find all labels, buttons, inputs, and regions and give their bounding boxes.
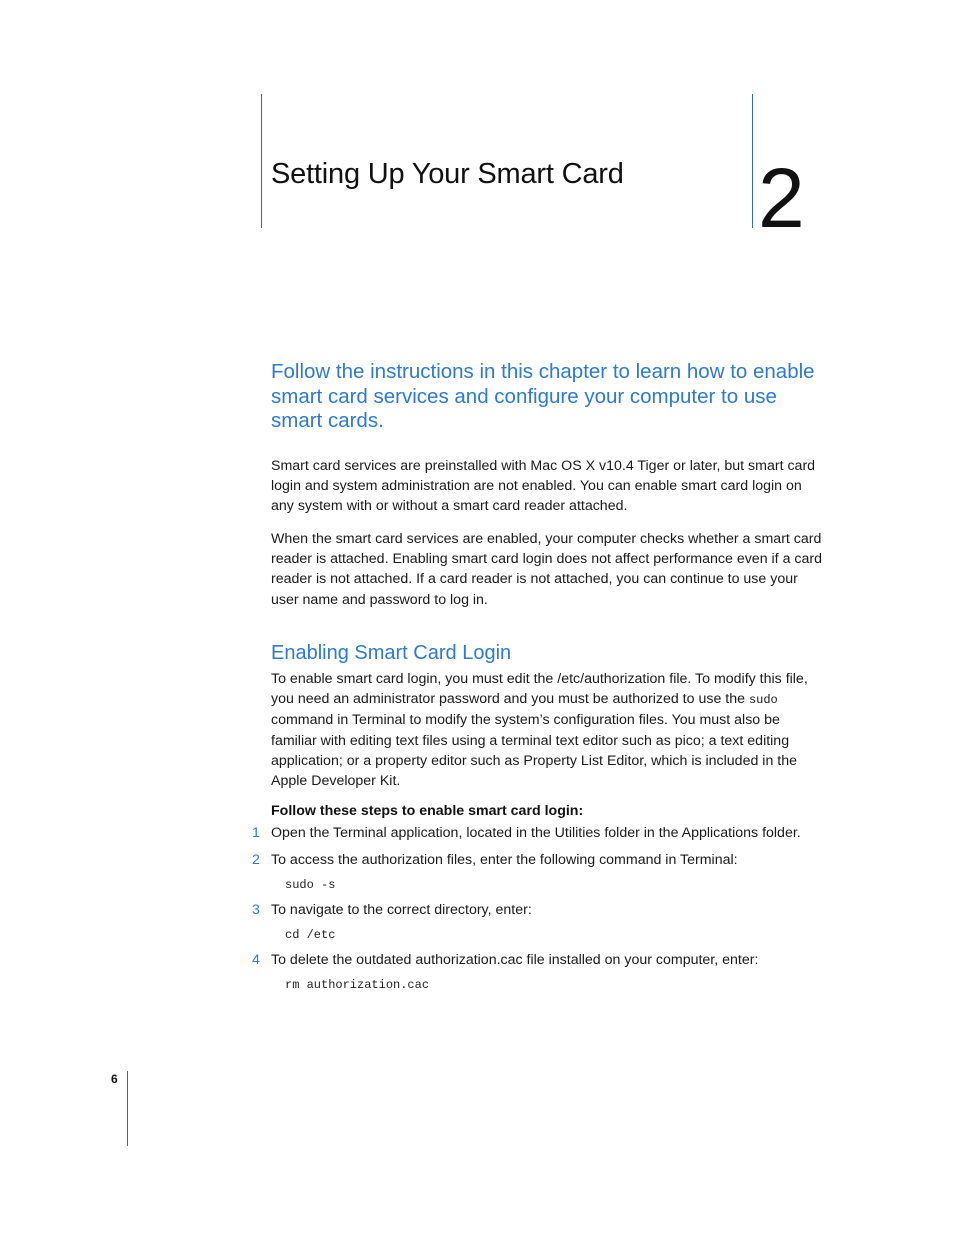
inline-code-sudo: sudo	[748, 693, 778, 708]
step-text: To navigate to the correct directory, enter:	[271, 902, 532, 918]
code-line: cd /etc	[285, 928, 336, 942]
page-number: 6	[111, 1072, 118, 1086]
body-paragraph: Smart card services are preinstalled with Mac OS X v10.4 Tiger or later, but smart card login and system administration are not enabled. You can enable smart card login on any system with or without a smart card reader attached.	[271, 458, 816, 515]
step-text: To access the authorization files, enter the following command in Terminal:	[271, 852, 738, 868]
step-text: To delete the outdated authorization.cac file installed on your computer, enter:	[271, 952, 759, 968]
step-item	[245, 950, 835, 970]
section-body-text: To enable smart card login, you must edit the /etc/authorization file. To modify this file, you need an administrator password and you must be authorized to use the	[271, 671, 808, 708]
step-number: 1	[252, 825, 260, 841]
section-body	[271, 669, 827, 791]
step-text: Open the Terminal application, located in the Utilities folder in the Applications folder.	[271, 825, 801, 841]
section-heading: Enabling Smart Card Login	[271, 642, 512, 664]
chapter-number-rule	[752, 94, 753, 228]
title-left-rule	[261, 94, 262, 228]
chapter-title: Setting Up Your Smart Card	[271, 158, 624, 190]
step-number: 4	[252, 952, 260, 968]
step-item	[245, 823, 835, 843]
page-number-rule	[127, 1071, 128, 1146]
step-number: 2	[252, 852, 260, 868]
step-item	[245, 900, 835, 920]
step-item	[245, 850, 835, 870]
code-line: rm authorization.cac	[285, 978, 430, 992]
steps-heading: Follow these steps to enable smart card login:	[271, 803, 584, 819]
section-body-text: command in Terminal to modify the system’s configuration files. You must also be familiar with editing text files using a terminal text editor such as pico; a text editing application; or a property editor such as Property List Editor, which is included in the Apple Developer Kit.	[271, 712, 798, 790]
step-number: 3	[252, 902, 260, 918]
chapter-number: 2	[758, 151, 805, 245]
body-paragraph: When the smart card services are enabled, your computer checks whether a smart card reader is attached. Enabling smart card login does not affect performance even if a card reader is not attached. If a card reader is not attached, you can continue to use your user name and password to log in.	[271, 531, 822, 608]
chapter-intro: Follow the instructions in this chapter to learn how to enable smart card services and configure your computer to use smart cards.	[271, 360, 815, 432]
code-line: sudo -s	[285, 878, 336, 892]
